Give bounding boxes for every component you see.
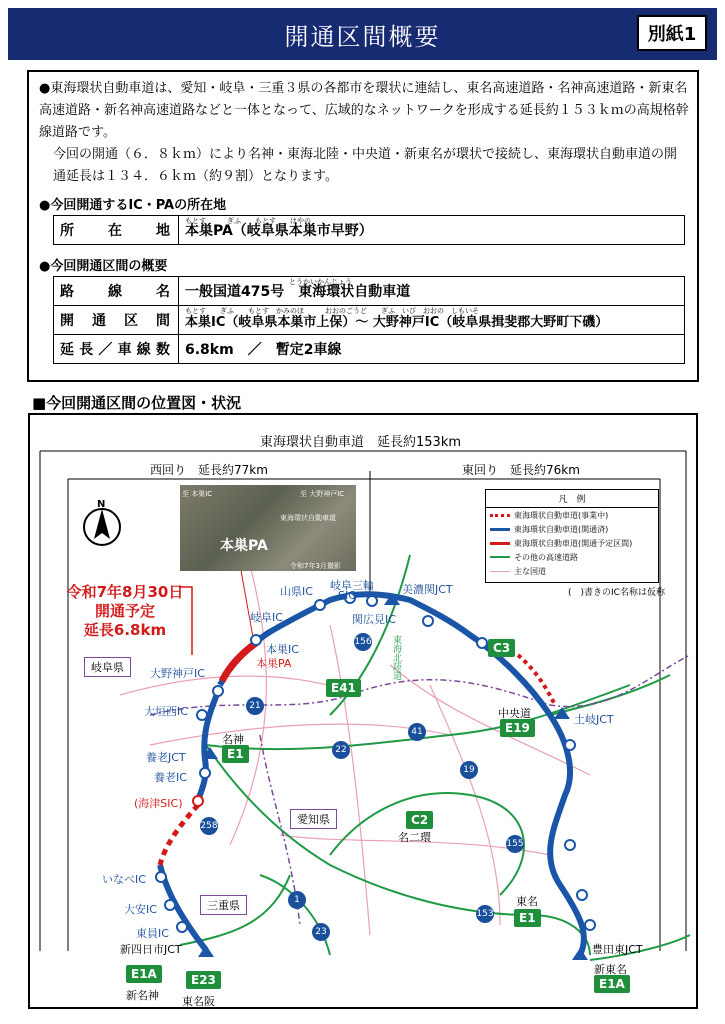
route-name-key: 路線名 bbox=[54, 277, 179, 306]
prefecture-gifu: 岐阜県 bbox=[84, 657, 131, 677]
ic-label-gifu-miwa: 岐阜三輪 bbox=[330, 579, 374, 592]
route-shield: 1 bbox=[288, 891, 306, 909]
summary-paragraph-1: ●東海環状自動車道は、愛知・岐阜・三重３県の各都市を環状に連結し、東名高速道路・名神高速道路・新東名高速道路・新名神高速道路などと一体となって、広域的なネットワークを形成する延長約１５３ｋｍの高規格幹線道路です。 bbox=[39, 81, 689, 140]
ic-label-daian: 大安IC bbox=[124, 903, 157, 916]
plate-e1a-west: E1A bbox=[126, 965, 162, 983]
route-shield: 23 bbox=[312, 923, 330, 941]
plate-e19: E19 bbox=[500, 719, 535, 737]
opening-note bbox=[50, 583, 200, 640]
pa-label-motosu: 本巣PA bbox=[256, 657, 292, 670]
route-shield: 155 bbox=[506, 835, 524, 853]
ic-label-inabe: いなべIC bbox=[102, 873, 146, 886]
label-tokai-hokuriku: 東海北陸道 bbox=[391, 635, 401, 680]
map-heading: ■今回開通区間の位置図・状況 bbox=[32, 394, 242, 412]
ic-label-ogaki-nishi: 大垣西IC bbox=[144, 705, 188, 718]
route-shield: 41 bbox=[408, 723, 426, 741]
prefecture-aichi: 愛知県 bbox=[290, 809, 337, 829]
label-chuo: 中央道 bbox=[498, 707, 531, 720]
summary-box bbox=[27, 70, 699, 382]
label-meinikan: 名二環 bbox=[398, 831, 431, 844]
ic-label-sic: SIC bbox=[338, 589, 356, 602]
open-section-key: 開通区間 bbox=[54, 306, 179, 335]
location-map bbox=[28, 413, 698, 1009]
length-lanes-key: 延長／車線数 bbox=[54, 335, 179, 364]
legend-item: 東海環状自動車道(開通予定区間) bbox=[486, 536, 658, 550]
legend-item: 主な国道 bbox=[486, 564, 658, 578]
photo-caption: 本巣PA bbox=[220, 538, 268, 554]
label-tomeihan: 東名阪 bbox=[182, 995, 215, 1008]
north-label: N bbox=[97, 499, 106, 510]
jct-label-yoro: 養老JCT bbox=[146, 751, 186, 764]
route-shield: 156 bbox=[354, 633, 372, 651]
legend-item: 東海環状自動車道(開通済) bbox=[486, 522, 658, 536]
plate-e1a-east: E1A bbox=[594, 975, 630, 993]
ic-label-kaizu: (海津SIC) bbox=[134, 797, 183, 810]
route-shield: 153 bbox=[476, 905, 494, 923]
ic-label-gifu: 岐阜IC bbox=[250, 611, 283, 624]
location-heading: ●今回開通するIC・PAの所在地 bbox=[39, 198, 227, 213]
ic-label-motosu: 本巣IC bbox=[266, 643, 299, 656]
ic-label-sekihiromi: 関広見IC bbox=[352, 613, 396, 626]
location-key: 所在地 bbox=[54, 216, 179, 245]
loop-west-open bbox=[198, 687, 220, 800]
loop-under-construction bbox=[160, 805, 198, 865]
map-legend bbox=[485, 489, 659, 583]
legend-item: 東海環状自動車道(事業中) bbox=[486, 508, 658, 522]
route-shield: 22 bbox=[332, 741, 350, 759]
title-bar bbox=[8, 8, 717, 60]
opening-status: 開通予定 bbox=[94, 602, 155, 620]
label-tomei: 東名 bbox=[516, 895, 538, 908]
ic-label-yamagata: 山県IC bbox=[280, 585, 313, 598]
plate-e41: E41 bbox=[326, 679, 361, 697]
plate-e23: E23 bbox=[186, 971, 221, 989]
opening-date: 令和7年8月30日 bbox=[66, 583, 184, 601]
location-value: 本巣PA（岐阜県本巣市早野） bbox=[185, 223, 373, 239]
route-shield: 258 bbox=[200, 817, 218, 835]
route-shield: 19 bbox=[460, 761, 478, 779]
plate-e1-meishin: E1 bbox=[222, 745, 249, 763]
route-name-ruby: とうかいかんじょう bbox=[289, 278, 352, 286]
photo-date: 令和7年3月撮影 bbox=[290, 562, 341, 570]
label-meishin: 名神 bbox=[222, 733, 244, 746]
legend-item: その他の高速道路 bbox=[486, 550, 658, 564]
motosu-pa-photo bbox=[180, 485, 356, 571]
photo-right-label: 至 大野神戸IC bbox=[300, 490, 345, 498]
total-length-label: 東海環状自動車道 延長約153km bbox=[260, 435, 462, 450]
jct-label-toyota-higashi: 豊田東JCT bbox=[592, 943, 643, 956]
ic-label-ono-godo: 大野神戸IC bbox=[150, 667, 205, 680]
location-ruby: もとす ぎふ もとす はやの bbox=[185, 217, 311, 225]
page-title: 開通区間概要 bbox=[284, 22, 441, 51]
open-section-ruby: もとす ぎふ もとす かみのほ おおのごうど ぎふ いび おおの しもいそ bbox=[185, 307, 479, 315]
plate-c3: C3 bbox=[488, 639, 515, 657]
photo-road-label: 東海環状自動車道 bbox=[280, 514, 336, 522]
photo-left-label: 至 本巣IC bbox=[182, 490, 213, 498]
length-lanes-value: 6.8km ／ 暫定2車線 bbox=[185, 342, 342, 358]
appendix-badge: 別紙1 bbox=[637, 15, 707, 51]
summary-paragraph-2: 今回の開通（６．８ｋｍ）により名神・東海北陸・中央道・新東名が環状で接続し、東海環状自動車道の開通延長は１３４．６ｋｍ（約９割）となります。 bbox=[53, 147, 678, 184]
jct-label-shinyokkaichi: 新四日市JCT bbox=[120, 943, 182, 956]
open-section-value: 本巣IC（岐阜県本巣市上保）～ 大野神戸IC（岐阜県揖斐郡大野町下磯） bbox=[185, 314, 609, 330]
prefecture-mie: 三重県 bbox=[200, 895, 247, 915]
route-name-value: 一般国道475号 東海環状自動車道 bbox=[185, 284, 411, 300]
plate-c2: C2 bbox=[406, 811, 433, 829]
plate-e1-tomei: E1 bbox=[514, 909, 541, 927]
legend-title: 凡 例 bbox=[486, 490, 658, 508]
section-heading: ●今回開通区間の概要 bbox=[39, 259, 168, 274]
ic-label-mino-seki: 美濃関JCT bbox=[402, 583, 453, 596]
label-shintomei: 新東名 bbox=[594, 963, 627, 976]
photo-leader bbox=[240, 565, 254, 643]
kaizu-sic-marker bbox=[193, 796, 203, 806]
jct-label-toki: 土岐JCT bbox=[574, 713, 614, 726]
legend-note: ( )書きのIC名称は仮称 bbox=[568, 588, 665, 598]
route-shield: 21 bbox=[246, 697, 264, 715]
label-shinmeishin: 新名神 bbox=[126, 989, 159, 1002]
location-table bbox=[53, 215, 685, 245]
east-length-label: 東回り 延長約76km bbox=[462, 463, 580, 477]
opening-length: 延長6.8km bbox=[83, 621, 167, 639]
west-length-label: 西回り 延長約77km bbox=[150, 463, 268, 477]
ic-label-toin: 東員IC bbox=[136, 927, 169, 940]
ic-label-yoro: 養老IC bbox=[154, 771, 187, 784]
section-table bbox=[53, 276, 685, 364]
loop-opening-section bbox=[222, 643, 256, 681]
